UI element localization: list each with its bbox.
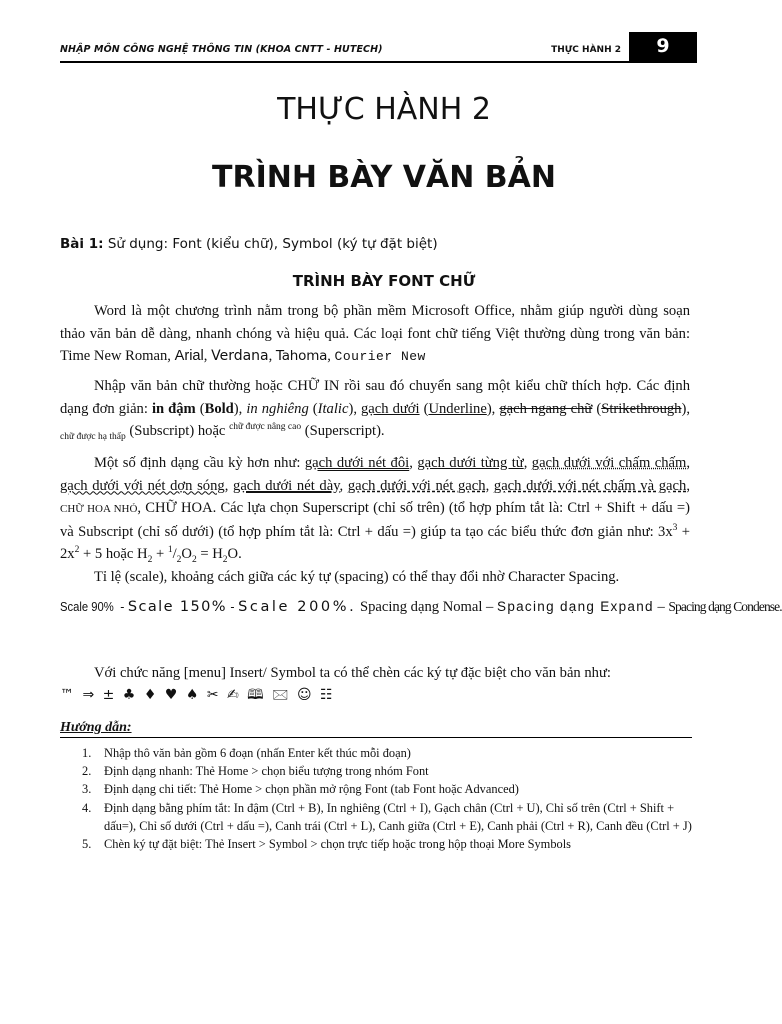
thick-underline-sample: gạch dưới nét dày: [233, 477, 340, 494]
italic-sample: Italic: [317, 400, 349, 417]
guide-step: [60, 744, 692, 762]
step-text: Định dạng nhanh: Thẻ Home > chọn biểu tượng trong nhóm Font: [104, 764, 429, 779]
sep: ,: [327, 348, 335, 364]
sep: ,: [409, 455, 418, 471]
guide-step: [60, 780, 692, 798]
strike-sample: gạch ngang chữ: [499, 400, 593, 417]
bold-sample: in đậm: [151, 400, 196, 417]
word-underline-sample: gạch dưới từng từ: [417, 455, 524, 471]
p2-text: (: [308, 400, 318, 417]
dotted-underline-sample: gạch dưới với chấm chấm: [531, 455, 687, 471]
guide-step: [60, 799, 692, 835]
double-underline-sample: gạch dưới nét đôi: [304, 455, 410, 471]
sep: ,: [268, 348, 276, 364]
subscript-sample: chữ được hạ thấp: [60, 431, 126, 442]
p3-text: , CHỮ HOA. Các lựa chọn Superscript (chỉ số trên) (tổ hợp phím tắt là: Ctrl + Shift + dấu =) và Subscript (chỉ số dưới) (tổ hợp phím tắt là: Ctrl + dấu =) giúp ta tạo các biểu thức đơn giản như: 3x: [60, 500, 690, 540]
wavy-underline-sample: gạch dưới với nét dợn sóng: [60, 477, 225, 494]
symbol-samples: ™ ⇒ ± ♣ ♦ ♥ ♠ ✂ ✍ 🕮 🖂 ☺ ☷: [60, 687, 335, 703]
lab-topic: TRÌNH BÀY VĂN BẢN: [212, 160, 556, 195]
bold-sample: Bold: [204, 400, 234, 417]
step-text: Chèn ký tự đặt biệt: Thẻ Insert > Symbol > chọn trực tiếp hoặc trong hộp thoại More Symbols: [104, 837, 571, 852]
guide-steps: [60, 744, 692, 853]
p2-text: Nhập văn bản chữ thường hoặc CHỮ IN rồi sau đó chuyển sang một kiểu chữ thích hợp. Các định dạng đơn giản:: [60, 378, 690, 417]
exercise-text: Sử dụng: Font (kiểu chữ), Symbol (ký tự đặt biệt): [103, 236, 438, 252]
subscript-index: 2: [191, 554, 197, 565]
paragraph-6: [60, 662, 690, 685]
header-rule: [60, 61, 697, 63]
font-sample-tahoma: Tahoma: [275, 348, 328, 364]
p6-text: Với chức năng [menu] Insert/ Symbol ta có thể chèn các ký tự đặc biệt cho văn bản như:: [94, 665, 611, 681]
paragraph-2: [60, 375, 690, 443]
p2-text: ),: [681, 400, 690, 417]
step-text: Nhập thô văn bản gồm 6 đoạn (nhấn Enter kết thúc mỗi đoạn): [104, 746, 411, 760]
scale-samples: [60, 596, 782, 618]
step-text: Định dạng bằng phím tắt: In đậm (Ctrl + B), In nghiêng (Ctrl + I), Gạch chân (Ctrl + U), Chỉ số trên (Ctrl + Shift + dấu=), Chỉ số dưới (Ctrl + dấu =), Canh trái (Ctrl + L), Canh giữa (Ctrl + E), Canh phải (Ctrl + R), Canh đều (Ctrl + J): [104, 800, 692, 833]
p2-text: (: [419, 400, 429, 417]
subscript-index: 2: [222, 554, 228, 565]
italic-sample: in nghiêng: [246, 400, 309, 417]
sep: -: [116, 600, 128, 614]
exercise-heading: [60, 236, 438, 252]
dotdash-underline-sample: gạch dưới với nét chấm và gạch: [493, 477, 687, 494]
guide-rule: [60, 737, 692, 738]
superscript-sample: chữ được nâng cao: [229, 422, 302, 433]
spacing-condense-sample: Spacing dạng Condense.: [668, 599, 782, 614]
step-text: Định dạng chi tiết: Thẻ Home > chọn phần mở rộng Font (tab Font hoặc Advanced): [104, 782, 519, 797]
sep: ,: [485, 477, 494, 494]
exponent: 2: [74, 545, 80, 556]
p2-text: (: [592, 400, 602, 417]
font-sample-arial: Arial: [174, 348, 204, 364]
sep: ,: [203, 348, 212, 364]
paragraph-4: [60, 566, 690, 589]
scale-150-sample: Scale 150%: [127, 599, 227, 615]
guide-step: [60, 835, 692, 853]
section-subtitle: TRÌNH BÀY FONT CHỮ: [292, 272, 476, 290]
p2-text: ),: [348, 400, 361, 417]
p2-text: (Superscript).: [301, 423, 385, 439]
p2-text: ),: [233, 400, 247, 417]
step-number: 1.: [82, 746, 92, 760]
exponent: 3: [672, 522, 678, 533]
guide-heading: Hướng dẫn:: [60, 720, 132, 735]
small-caps-sample: CHỮ HOA NHỎ: [60, 503, 138, 515]
formula-text: + 5 hoặc H: [79, 546, 148, 562]
sep: ,: [339, 477, 348, 494]
page-header: [60, 32, 697, 62]
step-number: 5.: [82, 837, 92, 852]
spacing-normal-sample: Spacing dạng Nomal –: [356, 599, 498, 615]
scale-200-sample: Scale 200%.: [238, 599, 357, 615]
formula-text: +: [152, 546, 168, 562]
p2-text: (: [195, 400, 205, 417]
paragraph-3: [60, 452, 690, 566]
formula-text: O: [181, 546, 192, 562]
strike-sample: Strikethrough: [601, 400, 682, 417]
step-number: 2.: [82, 764, 92, 779]
formula-text: + 2x: [60, 523, 690, 562]
sep: –: [653, 599, 669, 615]
p4-text: Tỉ lệ (scale), khoảng cách giữa các ký tự (spacing) có thể thay đổi nhờ Character Spacing.: [94, 569, 620, 585]
sep: ,: [686, 455, 691, 471]
font-sample-verdana: Verdana: [211, 348, 269, 364]
underline-sample: gạch dưới: [361, 400, 420, 417]
paragraph-1: [60, 300, 690, 369]
header-course-title: NHẬP MÔN CÔNG NGHỆ THÔNG TIN (KHOA CNTT - HUTECH): [60, 44, 383, 55]
formula-text: = H: [196, 546, 223, 562]
underline-sample: Underline: [428, 400, 487, 417]
p1-text: Word là một chương trình nằm trong bộ phần mềm Microsoft Office, nhằm giúp người dùng soạn thảo văn bản dễ dàng, nhanh chóng và hiệu quả. Các loại font chữ tiếng Việt thường dùng trong văn bản: Time New Roman,: [60, 303, 690, 364]
exercise-label: Bài 1:: [60, 236, 104, 252]
p3-text: Một số định dạng cầu kỳ hơn như:: [94, 455, 305, 471]
sep: ,: [224, 477, 234, 494]
exponent: 1: [167, 545, 173, 556]
sep: ,: [686, 477, 690, 494]
scale-90-sample: Scale 90%: [60, 600, 114, 614]
formula-text: /: [172, 546, 177, 562]
step-number: 3.: [82, 782, 92, 797]
page-number: 9: [629, 32, 697, 62]
subscript-index: 2: [147, 554, 153, 565]
subscript-index: 2: [176, 554, 182, 565]
header-chapter: THỰC HÀNH 2: [551, 45, 621, 55]
lab-title: THỰC HÀNH 2: [277, 92, 491, 127]
formula-text: O.: [227, 546, 242, 562]
p2-text: ),: [486, 400, 500, 417]
dashed-underline-sample: gạch dưới với nét gạch: [347, 477, 486, 494]
p2-text: (Subscript) hoặc: [125, 423, 230, 439]
step-number: 4.: [82, 800, 92, 815]
font-sample-courier: Courier New: [334, 349, 426, 364]
sep: -: [226, 600, 239, 614]
spacing-expand-sample: Spacing dạng Expand: [497, 599, 654, 614]
sep: ,: [523, 455, 532, 471]
guide-step: [60, 762, 692, 780]
